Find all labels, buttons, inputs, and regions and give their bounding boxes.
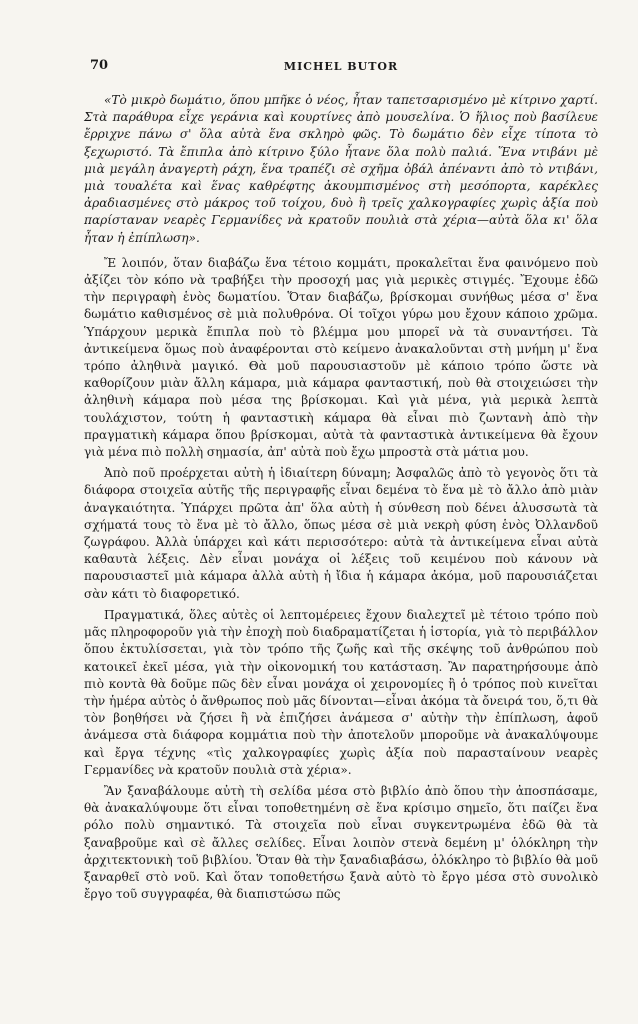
paragraph: Ἂν ξαναβάλουμε αὐτὴ τὴ σελίδα μέσα στὸ βιβλίο ἀπὸ ὅπου τὴν ἀποσπάσαμε, θὰ ἀνακαλύψουμε ὅτι εἶναι τοποθετημένη σὲ ἕνα κρίσιμο σημεῖο, ὅτι παίζει ἕνα ρόλο πολὺ σημαντικό. Τὰ στοιχεῖα ποὺ εἶναι συγκεντρωμένα ἐδῶ θὰ τὰ ξαναβροῦμε καὶ σὲ ἄλλες σελίδες. Εἶναι λοιπὸν στενὰ δεμένη μ' ὁλόκληρη τὴν ἀρχιτεκτονικὴ τοῦ βιβλίου. Ὅταν θὰ τὴν ξαναδιαβάσω, ὁλόκληρο τὸ βιβλίο θὰ μοῦ ξαναρθεῖ στὸ νοῦ. Καὶ ὅταν τοποθετήσω ξανὰ αὐτὸ τὸ ἔργο μέσα στὸ συνολικὸ ἔργο τοῦ συγγραφέα, θὰ διαπιστώσω πῶς (84, 783, 598, 902)
page-header (84, 58, 598, 80)
quoted-passage: «Τὸ μικρὸ δωμάτιο, ὅπου μπῆκε ὁ νέος, ἦταν ταπετσαρισμένο μὲ κίτρινο χαρτί. Στὰ παράθυρα εἶχε γεράνια καὶ κουρτίνες ἀπὸ μουσελίνα. Ὁ ἥλιος ποὺ βασίλευε ἔρριχνε πάνω σ' ὅλα αὐτὰ ἕνα σκληρὸ φῶς. Τὸ δωμάτιο δὲν εἶχε τίποτα τὸ ξεχωριστό. Τὰ ἔπιπλα ἀπὸ κίτρινο ξύλο ἦτανε ὅλα πολὺ παλιά. Ἕνα ντιβάνι μὲ μιὰ μεγάλη ἀναγερτὴ ράχη, ἕνα τραπέζι σὲ σχῆμα ὀβάλ ἀπέναντι ἀπὸ τὸ ντιβάνι, μιὰ τουαλέτα καὶ ἕνας καθρέφτης ἀκουμπισμένος στὴ μεσόπορτα, καρέκλες ἀραδιασμένες στὸ μάκρος τοῦ τοίχου, δυὸ ἢ τρεῖς χαλκογραφίες χωρὶς ἀξία ποὺ παρίσταναν νεαρὲς Γερμανίδες νὰ κρατοῦν πουλιὰ στὰ χέρια—αὐτὰ ὅλα κι' ὅλα ἦταν ἡ ἐπίπλωση». (84, 93, 598, 245)
page-number: 70 (90, 58, 109, 73)
paragraph: Πραγματικά, ὅλες αὐτὲς οἱ λεπτομέρειες ἔχουν διαλεχτεῖ μὲ τέτοιο τρόπο ποὺ μᾶς πληροφοροῦν γιὰ τὴν ἐποχὴ ποὺ διαδραματίζεται ἡ ἱστορία, γιὰ τὸ περιβάλλον ὅπου ἐκτυλίσσεται, γιὰ τὸν τρόπο τῆς ζωῆς καὶ τῆς σκέψης τοῦ ἀνθρώπου ποὺ κατοικεῖ ἐκεῖ μέσα, γιὰ τὴν οἰκονομική του κατάσταση. Ἂν παρατηρήσουμε ἀπὸ πιὸ κοντὰ θὰ δοῦμε πῶς δὲν εἶναι μονάχα οἱ χειρονομίες ἢ ὁ τρόπος ποὺ κινεῖται τὴν ἡμέρα αὐτὸς ὁ ἄνθρωπος ποὺ μᾶς δίνονται—εἶναι ἀκόμα τὰ ὄνειρά του, ὅ,τι θὰ τὸν βοηθήσει νὰ ζήσει ἢ νὰ ἐπιζήσει ἀνάμεσα σ' αὐτὴν τὴν ἐπίπλωση, ἀφοῦ ἀνάμεσα στὰ διάφορα κομμάτια ποὺ τὴν ἀποτελοῦν μποροῦμε νὰ ἀνακαλύψουμε καὶ ἔργα τέχνης «τὶς χαλκογραφίες χωρὶς ἀξία ποὺ παρασταίνουν νεαρὲς Γερμανίδες νὰ κρατοῦν πουλιὰ στὰ χέρια». (84, 607, 598, 777)
page-body (84, 92, 598, 903)
paragraph: Ἔ λοιπόν, ὅταν διαβάζω ἕνα τέτοιο κομμάτι, προκαλεῖται ἕνα φαινόμενο ποὺ ἀξίζει τὸν κόπο νὰ τραβήξει τὴν προσοχή μας γιὰ μερικὲς στιγμές. Ἔχουμε ἐδῶ τὴν περιγραφὴ ἑνὸς δωματίου. Ὅταν διαβάζω, βρίσκομαι συνήθως μέσα σ' ἕνα δωμάτιο καθισμένος σὲ μιὰ πολυθρόνα. Οἱ τοῖχοι γύρω μου ἔχουν κάποιο χρῶμα. Ὑπάρχουν μερικὰ ἔπιπλα ποὺ τὸ βλέμμα μου μπορεῖ νὰ τὰ συναντήσει. Τὰ ἀντικείμενα ὅμως ποὺ ἀναφέρονται στὸ κείμενο ἀνακαλοῦνται στὴ μνήμη μ' ἕνα τρόπο ἀληθινὰ μαγικό. Θὰ μοῦ παρουσιαστοῦν μὲ κάποιο τρόπο ὥστε νὰ καθορίζουν μιὰν ἄλλη κάμαρα, μιὰ κάμαρα φανταστική, ποὺ θὰ στοιχειώσει τὴν ἀληθινὴ κάμαρα ποὺ μέσα της βρίσκομαι. Καὶ γιὰ μένα, γιὰ μερικὰ λεπτὰ τουλάχιστον, τούτη ἡ φανταστικὴ κάμαρα θὰ εἶναι πιὸ ζωντανὴ ἀπὸ τὴν πραγματικὴ κάμαρα ὅπου βρίσκομαι, αὐτὰ τὰ φανταστικὰ ἀντικείμενα θὰ ἔχουν γιὰ μένα πιὸ πολλὴ σημασία, ἀπ' αὐτὰ ποὺ ἔχω μπροστὰ στὰ μάτια μου. (84, 255, 598, 460)
paragraph: Ἀπὸ ποῦ προέρχεται αὐτὴ ἡ ἰδιαίτερη δύναμη; Ἀσφαλῶς ἀπὸ τὸ γεγονὸς ὅτι τὰ διάφορα στοιχεῖα αὐτῆς τῆς περιγραφῆς εἶναι δεμένα τὸ ἕνα μὲ τὸ ἄλλο ἀπὸ μιὰν ἀναγκαιότητα. Ὑπάρχει πρῶτα ἀπ' ὅλα αὐτὴ ἡ σύνθεση ποὺ δένει ἁλυσσωτὰ τὰ σχήματά τους τὸ ἕνα μὲ τὸ ἄλλο, ὅπως μέσα σὲ μιὰ νεκρὴ φύση ἑνὸς Ὀλλανδοῦ ζωγράφου. Ἀλλὰ ὑπάρχει καὶ κάτι περισσότερο: αὐτὰ τὰ ἀντικείμενα εἶναι αὐτὰ καθαυτὰ λέξεις. Δὲν εἶναι μονάχα οἱ λέξεις τοῦ κειμένου ποὺ κάνουν νὰ παρουσιαστεῖ μιὰ κάμαρα ἀλλὰ αὐτὴ ἡ ἴδια ἡ κάμαρα ἀκόμα, μοῦ παρουσιάζεται σὰν κάτι τὸ διαφορετικό. (84, 466, 598, 601)
running-head: MICHEL BUTOR (283, 60, 399, 73)
